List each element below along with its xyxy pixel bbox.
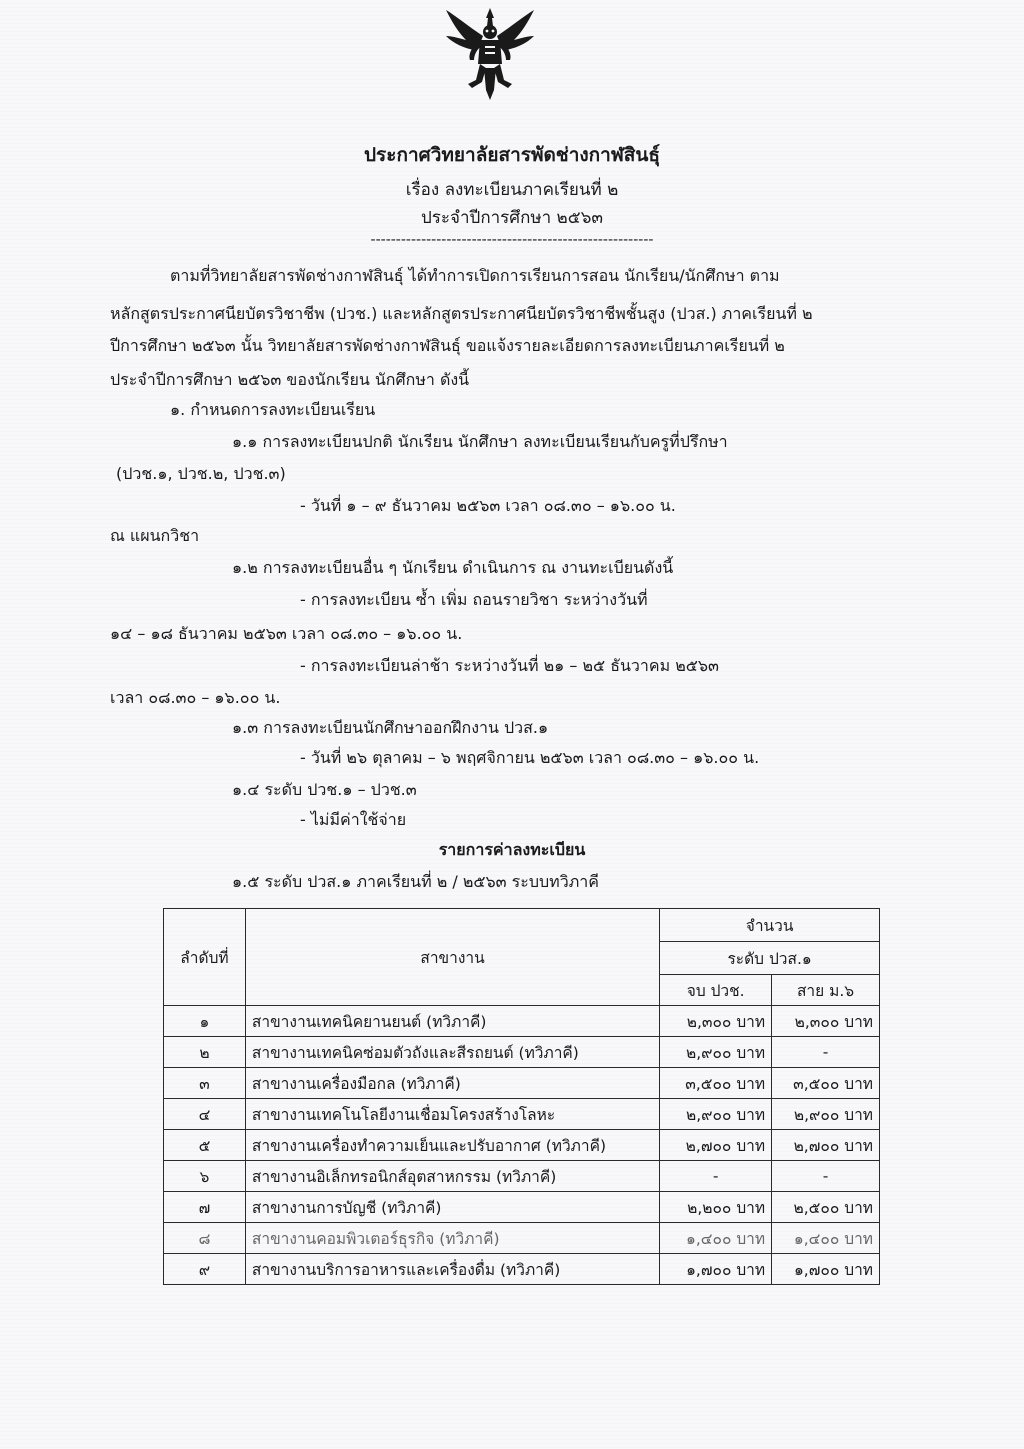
row-branch: สาขางานบริการอาหารและเครื่องดื่ม (ทวิภาคี) <box>245 1254 659 1285</box>
row-branch: สาขางานอิเล็กทรอนิกส์อุตสาหกรรม (ทวิภาคี) <box>245 1161 659 1192</box>
table-row <box>164 1006 880 1037</box>
row-branch: สาขางานเทคโนโลยีงานเชื่อมโครงสร้างโลหะ <box>245 1099 659 1130</box>
row-fee-a: ๑,๗๐๐ บาท <box>660 1254 772 1285</box>
section-1-2-b: - การลงทะเบียนล่าช้า ระหว่างวันที่ ๒๑ – ๒๕ ธันวาคม ๒๕๖๓ <box>300 656 719 675</box>
row-no: ๕ <box>164 1130 246 1161</box>
section-1-heading: ๑. กำหนดการลงทะเบียนเรียน <box>170 400 376 419</box>
paragraph-line-1: ตามที่วิทยาลัยสารพัดช่างกาฬสินธุ์ ได้ทำการเปิดการเรียนการสอน นักเรียน/นักศึกษา ตาม <box>170 266 780 285</box>
header-branch: สาขางาน <box>245 909 659 1006</box>
section-1-2-a-date: ๑๔ – ๑๘ ธันวาคม ๒๕๖๓ เวลา ๐๘.๓๐ – ๑๖.๐๐ น. <box>110 624 463 643</box>
section-1-5: ๑.๕ ระดับ ปวส.๑ ภาคเรียนที่ ๒ / ๒๕๖๓ ระบบทวิภาคี <box>232 872 599 891</box>
row-fee-a: ๒,๙๐๐ บาท <box>660 1037 772 1068</box>
row-fee-a: ๒,๓๐๐ บาท <box>660 1006 772 1037</box>
row-fee-a: ๒,๒๐๐ บาท <box>660 1192 772 1223</box>
header-no: ลำดับที่ <box>164 909 246 1006</box>
section-1-1: ๑.๑ การลงทะเบียนปกติ นักเรียน นักศึกษา ลงทะเบียนเรียนกับครูที่ปรึกษา <box>232 432 728 451</box>
header-amount: จำนวน <box>660 909 880 942</box>
section-1-1-levels: (ปวช.๑, ปวช.๒, ปวช.๓) <box>116 464 286 483</box>
row-fee-b: ๒,๕๐๐ บาท <box>772 1192 880 1223</box>
section-1-1-place: ณ แผนกวิชา <box>110 526 200 545</box>
row-fee-b: ๓,๕๐๐ บาท <box>772 1068 880 1099</box>
section-1-2-a: - การลงทะเบียน ซ้ำ เพิ่ม ถอนรายวิชา ระหว่างวันที่ <box>300 590 648 609</box>
section-1-1-date: - วันที่ ๑ – ๙ ธันวาคม ๒๕๖๓ เวลา ๐๘.๓๐ – ๑๖.๐๐ น. <box>300 496 676 515</box>
announcement-subject: เรื่อง ลงทะเบียนภาคเรียนที่ ๒ <box>405 180 619 200</box>
row-no: ๘ <box>164 1223 246 1254</box>
section-1-2-b-time: เวลา ๐๘.๓๐ – ๑๖.๐๐ น. <box>110 688 281 707</box>
row-fee-a: ๓,๕๐๐ บาท <box>660 1068 772 1099</box>
table-row <box>164 1099 880 1130</box>
garuda-emblem-icon <box>438 6 542 102</box>
section-1-3-date: - วันที่ ๒๖ ตุลาคม – ๖ พฤศจิกายน ๒๕๖๓ เวลา ๐๘.๓๐ – ๑๖.๐๐ น. <box>300 748 760 767</box>
row-branch: สาขางานเทคนิคยานยนต์ (ทวิภาคี) <box>245 1006 659 1037</box>
row-fee-b: ๒,๙๐๐ บาท <box>772 1099 880 1130</box>
row-fee-b: ๑,๔๐๐ บาท <box>772 1223 880 1254</box>
row-branch: สาขางานการบัญชี (ทวิภาคี) <box>245 1192 659 1223</box>
row-branch: สาขางานเทคนิคซ่อมตัวถังและสีรถยนต์ (ทวิภาคี) <box>245 1037 659 1068</box>
registration-fee-table <box>163 908 880 1285</box>
fees-heading: รายการค่าลงทะเบียน <box>438 840 586 859</box>
section-1-2: ๑.๒ การลงทะเบียนอื่น ๆ นักเรียน ดำเนินการ ณ งานทะเบียนดังนี้ <box>232 558 674 577</box>
section-1-4: ๑.๔ ระดับ ปวช.๑ – ปวช.๓ <box>232 780 417 799</box>
table-row <box>164 1223 880 1254</box>
row-branch: สาขางานคอมพิวเตอร์ธุรกิจ (ทวิภาคี) <box>245 1223 659 1254</box>
row-fee-b: ๑,๗๐๐ บาท <box>772 1254 880 1285</box>
row-fee-b: - <box>772 1037 880 1068</box>
table-row <box>164 1192 880 1223</box>
table-row <box>164 1254 880 1285</box>
table-row <box>164 1037 880 1068</box>
announcement-title: ประกาศวิทยาลัยสารพัดช่างกาฬสินธุ์ <box>364 144 660 166</box>
row-fee-b: ๒,๓๐๐ บาท <box>772 1006 880 1037</box>
section-1-3: ๑.๓ การลงทะเบียนนักศึกษาออกฝึกงาน ปวส.๑ <box>232 718 549 737</box>
paragraph-line-2: หลักสูตรประกาศนียบัตรวิชาชีพ (ปวช.) และหลักสูตรประกาศนียบัตรวิชาชีพชั้นสูง (ปวส.) ภาคเรียนที่ ๒ <box>110 304 813 323</box>
row-branch: สาขางานเครื่องมือกล (ทวิภาคี) <box>245 1068 659 1099</box>
row-fee-a: - <box>660 1161 772 1192</box>
row-branch: สาขางานเครื่องทำความเย็นและปรับอากาศ (ทวิภาคี) <box>245 1130 659 1161</box>
row-fee-b: ๒,๗๐๐ บาท <box>772 1130 880 1161</box>
row-no: ๑ <box>164 1006 246 1037</box>
table-row <box>164 1068 880 1099</box>
row-no: ๖ <box>164 1161 246 1192</box>
row-no: ๓ <box>164 1068 246 1099</box>
section-1-4-fee: - ไม่มีค่าใช้จ่าย <box>300 810 407 829</box>
row-no: ๔ <box>164 1099 246 1130</box>
row-no: ๙ <box>164 1254 246 1285</box>
row-no: ๒ <box>164 1037 246 1068</box>
header-col-a: จบ ปวช. <box>660 975 772 1006</box>
table-header-row <box>164 909 880 942</box>
header-col-b: สาย ม.๖ <box>772 975 880 1006</box>
header-level: ระดับ ปวส.๑ <box>660 942 880 975</box>
paragraph-line-4: ประจำปีการศึกษา ๒๕๖๓ ของนักเรียน นักศึกษา ดังนี้ <box>110 370 470 389</box>
row-fee-a: ๒,๙๐๐ บาท <box>660 1099 772 1130</box>
row-fee-a: ๑,๔๐๐ บาท <box>660 1223 772 1254</box>
row-fee-a: ๒,๗๐๐ บาท <box>660 1130 772 1161</box>
row-fee-b: - <box>772 1161 880 1192</box>
paragraph-line-3: ปีการศึกษา ๒๕๖๓ นั้น วิทยาลัยสารพัดช่างกาฬสินธุ์ ขอแจ้งรายละเอียดการลงทะเบียนภาคเรียนที่ ๒ <box>110 336 785 355</box>
separator-line: -------------------------------------------------------- <box>370 232 654 248</box>
row-no: ๗ <box>164 1192 246 1223</box>
academic-year: ประจำปีการศึกษา ๒๕๖๓ <box>420 208 604 228</box>
table-row <box>164 1161 880 1192</box>
table-row <box>164 1130 880 1161</box>
